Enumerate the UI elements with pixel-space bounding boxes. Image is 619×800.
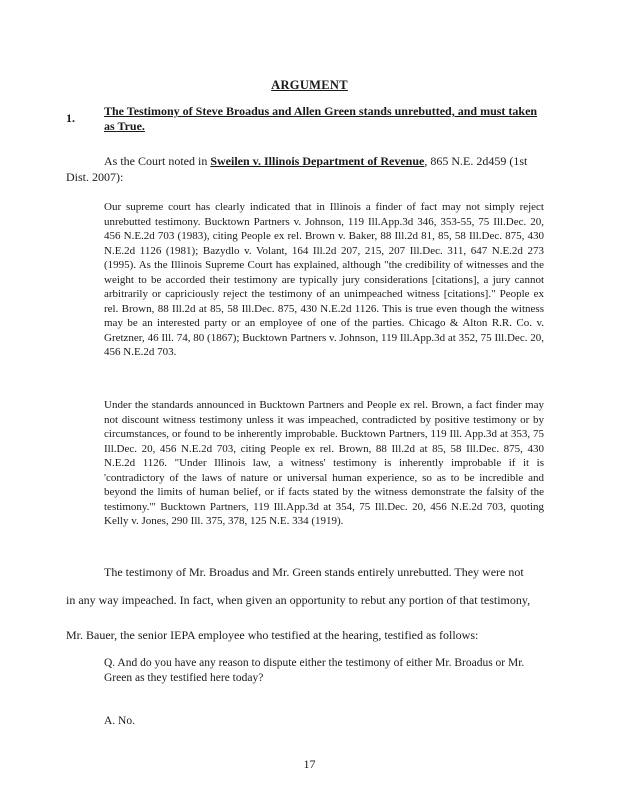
body-line-1: The testimony of Mr. Broadus and Mr. Green stands entirely unrebutted. They were not xyxy=(104,565,524,579)
testimony-answer: A. No. xyxy=(104,715,135,727)
section-title: ARGUMENT xyxy=(271,78,348,92)
block-quote-1: Our supreme court has clearly indicated that in Illinois a finder of fact may not simply reject unrebutted testimony. Bucktown Partners v. Johnson, 119 Ill.App.3d 346, 353-55, 75 Ill.Dec. 20, 456 N.E.2d 703 (1983), citing People ex rel. Brown v. Baker, 88 Ill.2d 81, 85, 58 Ill.Dec. 875, 430 N.E.2d 1126 (1981); Bazydlo v. Volant, 164 Ill.2d 207, 215, 207 Ill.Dec. 311, 647 N.E.2d 273 (1995). As the Illinois Supreme Court has explained, although "the credibility of witnesses and the weight to be accorded their testimony are typically jury considerations [citations], a jury cannot arbitrarily or capriciously reject the testimony of an unimpeached witness [citations]." People ex rel. Brown, 88 Ill.2d at 85, 58 Ill.Dec. 875, 430 N.E.2d 1126. This is true even though the witness may be an interested party or an employee of one of the parties. Chicago & Alton R.R. Co. v. Gretzner, 46 Ill. 74, 80 (1867); Bucktown Partners v. Johnson, 119 Ill.App.3d at 352, 75 Ill.Dec. 20, 456 N.E.2d 703. xyxy=(104,201,544,358)
body-line-2: in any way impeached. In fact, when given an opportunity to rebut any portion of that testimony, xyxy=(66,593,531,607)
block-quote-2: Under the standards announced in Bucktown Partners and People ex rel. Brown, a fact finder may not discount witness testimony unless it was impeached, contradicted by positive testimony or by circumstances, or found to be inherently improbable. Bucktown Partners, 119 Ill. App.3d at 353, 75 Ill.Dec. 20, 456 N.E.2d 703, citing People ex rel. Brown, 88 Ill.2d at 85, 58 Ill.Dec. 875, 430 N.E.2d 1126. "Under Illinois law, a witness' testimony is inherently improbable if it is 'contradictory of the laws of nature or universal human experience, so as to be incredible and beyond the limits of human belief, or if facts stated by the witness demonstrate the falsity of the testimony.'" Bucktown Partners, 119 Ill.App.3d at 354, 75 Ill.Dec. 20, 456 N.E.2d 703, quoting Kelly v. Jones, 290 Ill. 375, 378, 125 N.E. 334 (1919). xyxy=(104,399,544,527)
intro-citation: , 865 N.E. 2d459 (1st xyxy=(424,154,528,168)
testimony-question: Q. And do you have any reason to dispute either the testimony of either Mr. Broadus or Mr. Green as they testified here today? xyxy=(104,657,525,684)
page-number: 17 xyxy=(303,757,316,771)
section-heading: The Testimony of Steve Broadus and Allen Green stands unrebutted, and must taken as True. xyxy=(104,104,538,133)
body-line-3: Mr. Bauer, the senior IEPA employee who testified at the hearing, testified as follows: xyxy=(66,628,479,642)
intro-continuation: Dist. 2007): xyxy=(66,170,124,184)
intro-lead: As the Court noted in xyxy=(104,154,211,168)
intro-case-name: Sweilen v. Illinois Department of Revenue xyxy=(210,154,425,168)
intro-paragraph xyxy=(66,153,552,185)
heading-number: 1. xyxy=(66,111,75,125)
